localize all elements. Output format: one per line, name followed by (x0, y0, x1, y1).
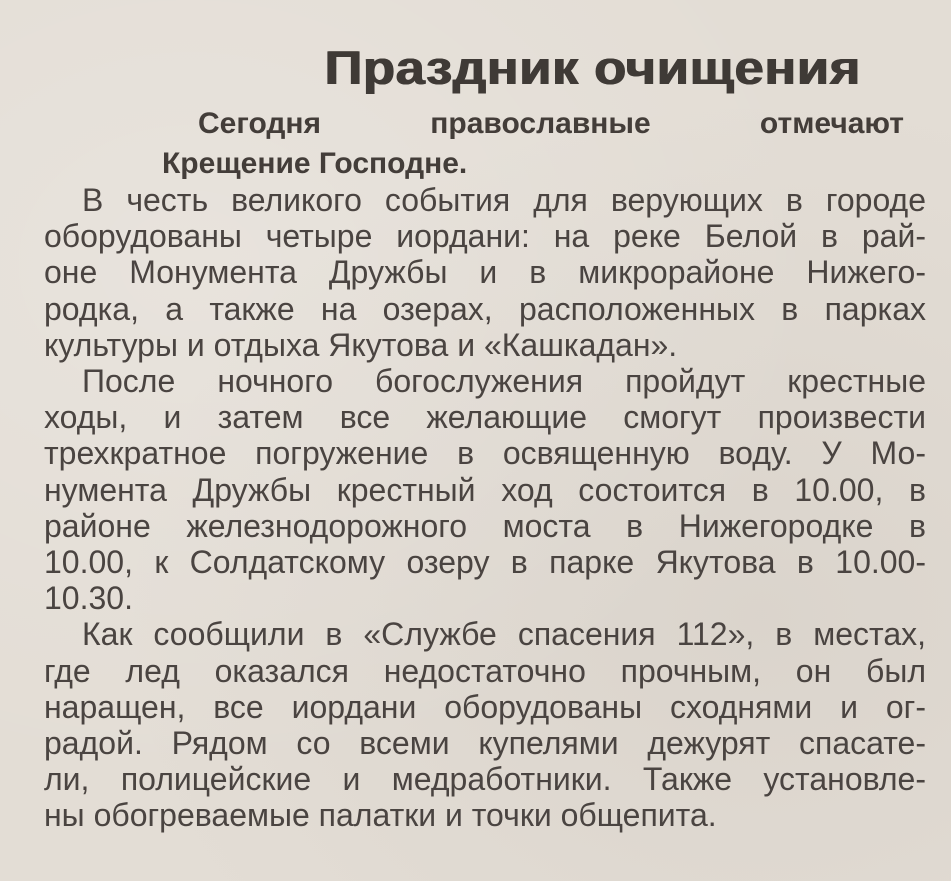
text-line: Как сообщили в «Службе спасения 112», в местах, (82, 616, 926, 653)
text-line: ли, полицейские и медработники. Также установле- (44, 761, 926, 798)
text-line: 10.30. (44, 580, 133, 617)
article-body (44, 182, 926, 834)
article-lead (162, 104, 904, 184)
text-line: культуры и отдыха Якутова и «Кашкадан». (44, 326, 678, 363)
text-line: ходы, и затем все желающие смогут произвести (44, 399, 926, 436)
text-line: ны обогреваемые палатки и точки общепита. (44, 797, 717, 834)
paragraph (44, 616, 926, 833)
text-line: районе железнодорожного моста в Нижегородке в (44, 507, 926, 544)
text-line: наращен, все иордани оборудованы сходнями и ог- (44, 688, 926, 725)
text-line: нумента Дружбы крестный ход состоится в 10.00, в (44, 471, 926, 508)
paragraph (44, 363, 926, 616)
text-line: оборудованы четыре иордани: на реке Белой в рай- (44, 218, 926, 255)
text-line: радой. Рядом со всеми купелями дежурят спасате- (44, 725, 926, 762)
text-line: где лед оказался недостаточно прочным, он был (44, 652, 926, 689)
lead-line: Сегодня православные отмечают (198, 107, 904, 140)
text-line: После ночного богослужения пройдут крестные (82, 363, 926, 400)
text-line: оне Монумента Дружбы и в микрорайоне Нижего- (44, 254, 926, 291)
paragraph (44, 182, 926, 363)
text-line: В честь великого события для верующих в городе (82, 182, 926, 218)
text-line: родка, а также на озерах, расположенных в парках (44, 290, 926, 327)
text-line: 10.00, к Солдатскому озеру в парке Якутова в 10.00- (44, 544, 926, 581)
text-line: трехкратное погружение в освященную воду. У Мо- (44, 435, 926, 472)
lead-line: Крещение Господне. (162, 147, 468, 180)
article-headline: Праздник очищения (324, 41, 861, 94)
